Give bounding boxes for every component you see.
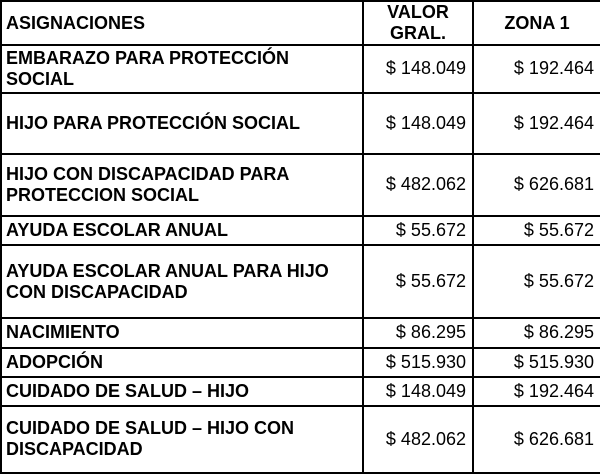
header-valor-gral: VALOR GRAL. — [363, 1, 473, 45]
row-valor-gral: $ 55.672 — [363, 245, 473, 318]
row-label: AYUDA ESCOLAR ANUAL — [1, 216, 363, 245]
row-zona-1: $ 192.464 — [473, 377, 600, 406]
row-label: AYUDA ESCOLAR ANUAL PARA HIJO CON DISCAPACIDAD — [1, 245, 363, 318]
table-row — [1, 406, 600, 473]
row-zona-1: $ 192.464 — [473, 93, 600, 155]
table-row — [1, 318, 600, 347]
row-zona-1: $ 515.930 — [473, 348, 600, 377]
row-zona-1: $ 86.295 — [473, 318, 600, 347]
table-row — [1, 348, 600, 377]
table-row — [1, 245, 600, 318]
row-valor-gral: $ 148.049 — [363, 377, 473, 406]
row-valor-gral: $ 482.062 — [363, 154, 473, 216]
table-header-row — [1, 1, 600, 45]
row-label: EMBARAZO PARA PROTECCIÓN SOCIAL — [1, 45, 363, 93]
row-valor-gral: $ 482.062 — [363, 406, 473, 473]
row-valor-gral: $ 515.930 — [363, 348, 473, 377]
row-label: CUIDADO DE SALUD – HIJO — [1, 377, 363, 406]
table-row — [1, 154, 600, 216]
row-valor-gral: $ 86.295 — [363, 318, 473, 347]
row-label: HIJO PARA PROTECCIÓN SOCIAL — [1, 93, 363, 155]
table-row — [1, 93, 600, 155]
row-valor-gral: $ 148.049 — [363, 45, 473, 93]
row-label: ADOPCIÓN — [1, 348, 363, 377]
row-zona-1: $ 626.681 — [473, 406, 600, 473]
row-label: NACIMIENTO — [1, 318, 363, 347]
row-valor-gral: $ 148.049 — [363, 93, 473, 155]
row-valor-gral: $ 55.672 — [363, 216, 473, 245]
row-label: HIJO CON DISCAPACIDAD PARA PROTECCION SOCIAL — [1, 154, 363, 216]
row-zona-1: $ 626.681 — [473, 154, 600, 216]
row-zona-1: $ 55.672 — [473, 245, 600, 318]
table-row — [1, 45, 600, 93]
header-zona-1: ZONA 1 — [473, 1, 600, 45]
table-row — [1, 216, 600, 245]
table-row — [1, 377, 600, 406]
header-asignaciones: ASIGNACIONES — [1, 1, 363, 45]
row-zona-1: $ 192.464 — [473, 45, 600, 93]
row-label: CUIDADO DE SALUD – HIJO CON DISCAPACIDAD — [1, 406, 363, 473]
row-zona-1: $ 55.672 — [473, 216, 600, 245]
